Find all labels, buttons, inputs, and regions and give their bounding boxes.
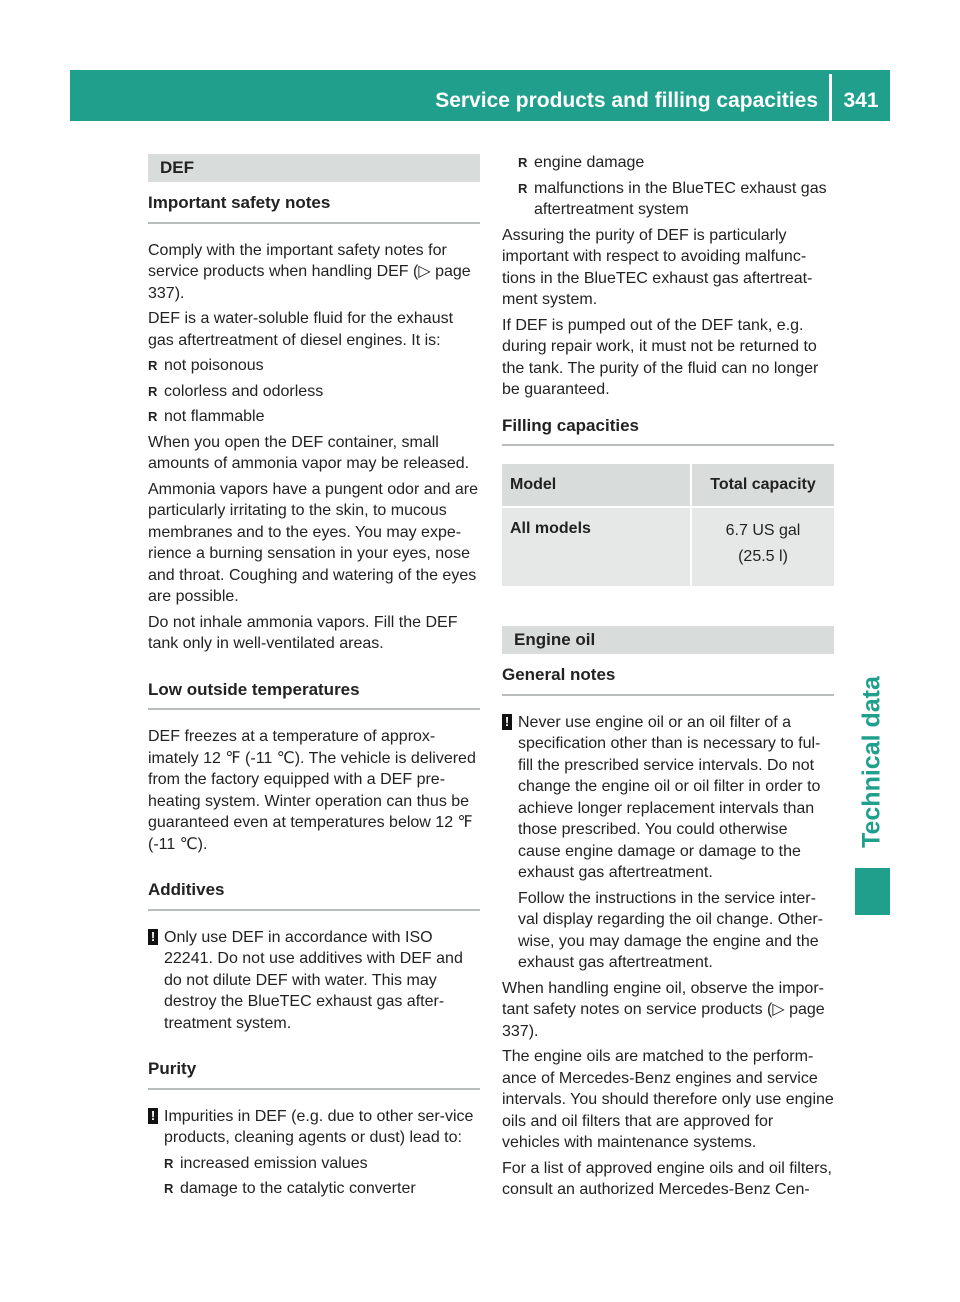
table-cell-total-capacity <box>692 508 834 586</box>
heading-filling-capacities: Filling capacities <box>502 415 834 447</box>
paragraph: Assuring the purity of DEF is particularly important with respect to avoiding malfunc-tions in the BlueTEC exhaust gas aftertreat-ment system. <box>502 226 813 308</box>
list-item: R engine damage <box>518 152 834 174</box>
heading-low-outside-temperatures: Low outside temperatures <box>148 679 480 711</box>
paragraph: Comply with the important safety notes for service products when handling DEF (▷ page 337). <box>148 241 471 302</box>
list-item: R not flammable <box>148 406 480 428</box>
left-column <box>148 152 480 1200</box>
heading-purity: Purity <box>148 1058 480 1090</box>
exclamation-warning-icon: ! <box>148 1108 158 1124</box>
list-item: R colorless and odorless <box>148 381 480 403</box>
warning-note <box>502 712 834 884</box>
heading-additives: Additives <box>148 879 480 911</box>
list-item: R damage to the catalytic converter <box>164 1178 480 1200</box>
paragraph: When you open the DEF container, small amounts of ammonia vapor may be released. <box>148 433 470 472</box>
page-number: 341 <box>843 89 879 112</box>
table-header-model: Model <box>502 464 692 508</box>
paragraph: For a list of approved engine oils and oil filters, consult an authorized Mercedes-Benz Cen- <box>502 1159 832 1198</box>
page-title: Service products and filling capacities <box>435 89 818 112</box>
capacity-value-gal: 6.7 US gal <box>725 522 801 539</box>
exclamation-warning-icon: ! <box>148 929 158 945</box>
list-item: R malfunctions in the BlueTEC exhaust gas aftertreatment system <box>518 178 834 221</box>
table-header-row <box>502 464 834 508</box>
side-tab-marker <box>855 868 890 915</box>
section-box-def: DEF <box>148 154 480 182</box>
warning-note <box>148 1106 480 1149</box>
paragraph: Ammonia vapors have a pungent odor and are particularly irritating to the skin, to mucous membranes and to the eyes. You may expe-rience a burning sensation in your eyes, nose and throat. Coughing and watering of the eyes are possible. <box>148 480 478 605</box>
paragraph: If DEF is pumped out of the DEF tank, e.g. during repair work, it must not be returned to the tank. The purity of the fluid can no longer be guaranteed. <box>502 316 819 398</box>
side-tab-label: Technical data <box>857 676 886 848</box>
list-item: R increased emission values <box>164 1153 480 1175</box>
warning-text: Only use DEF in accordance with ISO 22241. Do not use additives with DEF and do not dilute DEF with water. This may destroy the BlueTEC exhaust gas after-treatment system. <box>164 928 463 1032</box>
paragraph: The engine oils are matched to the perform-ance of Mercedes-Benz engines and service intervals. You should therefore only use engine oils and oil filters that are approved for vehicles with maintenance systems. <box>502 1048 834 1151</box>
warning-text: Impurities in DEF (e.g. due to other ser-vice products, cleaning agents or dust) lead to: <box>164 1107 474 1146</box>
table-header-total-capacity: Total capacity <box>692 464 834 508</box>
table-cell-model: All models <box>502 508 692 586</box>
right-column <box>502 152 834 1201</box>
warning-text: Never use engine oil or an oil filter of a specification other than is necessary to ful-fill the prescribed service intervals. Do not change the engine oil or oil filter in order to achieve longer replacement intervals than those prescribed. You could otherwise cause engine damage or damage to the exhaust gas aftertreatment. <box>518 713 821 881</box>
exclamation-warning-icon: ! <box>502 714 512 730</box>
capacity-table <box>502 464 834 586</box>
heading-important-safety-notes: Important safety notes <box>148 192 480 224</box>
paragraph: DEF is a water-soluble fluid for the exhaust gas aftertreatment of diesel engines. It is: <box>148 310 454 349</box>
table-row <box>502 508 834 586</box>
section-box-engine-oil: Engine oil <box>502 626 834 654</box>
paragraph: When handling engine oil, observe the impor-tant safety notes on service products (▷ page 337). <box>502 979 825 1040</box>
paragraph: DEF freezes at a temperature of approx-imately 12 ℉ (-11 ℃). The vehicle is delivered from the factory equipped with a DEF pre-heating system. Winter operation can thus be guaranteed even at temperatures below 12 ℉ (-11 ℃). <box>148 728 476 853</box>
paragraph: Do not inhale ammonia vapors. Fill the DEF tank only in well-ventilated areas. <box>148 613 458 652</box>
capacity-value-liters: (25.5 l) <box>738 548 788 565</box>
warning-text: Follow the instructions in the service inter-val display regarding the oil change. Other-wise, you may damage the engine and the exhaust gas aftertreatment. <box>518 889 824 971</box>
list-item: R not poisonous <box>148 355 480 377</box>
heading-general-notes: General notes <box>502 664 834 696</box>
warning-note <box>148 927 480 1035</box>
